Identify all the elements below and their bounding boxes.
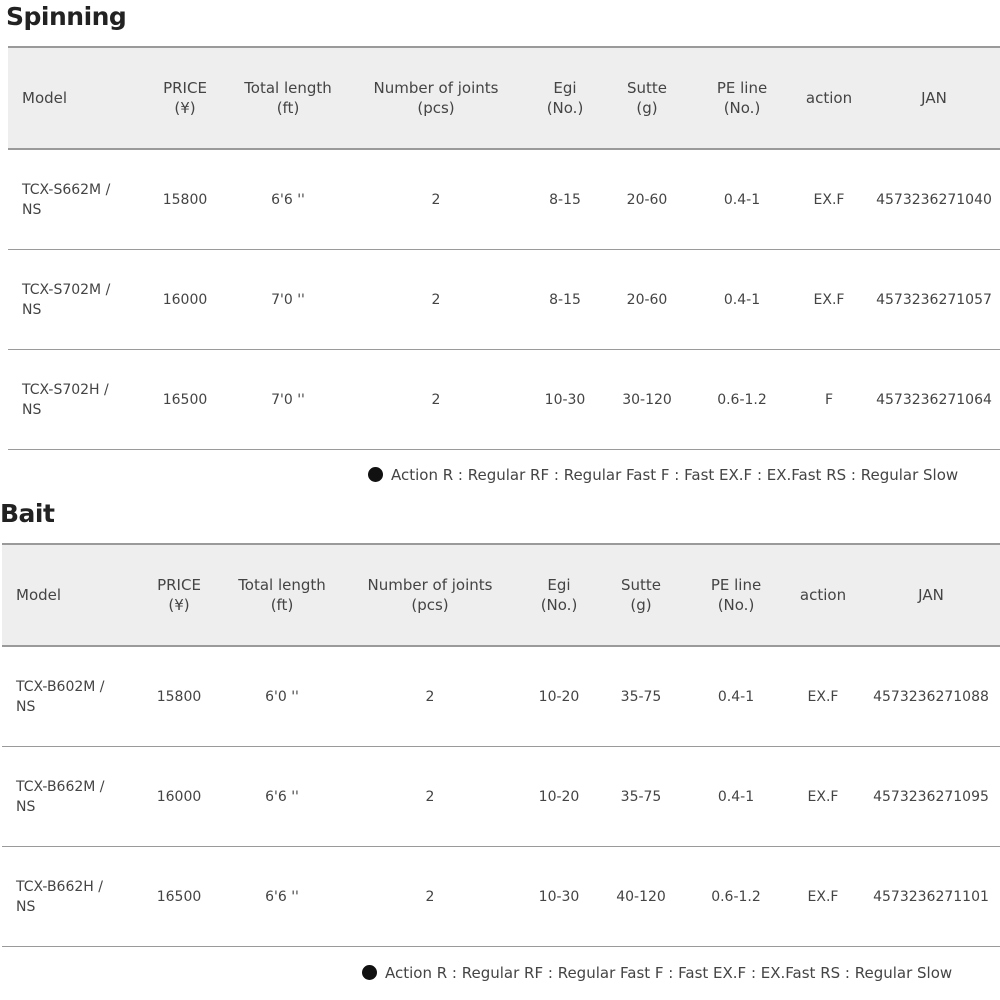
table-header-row	[8, 47, 1000, 149]
cell-pe-line: 0.4-1	[694, 149, 790, 250]
cell-action: EX.F	[784, 646, 862, 747]
header-price: PRICE (¥)	[130, 544, 228, 646]
header-number-of-joints: Number of joints (pcs)	[342, 47, 530, 149]
header-pe-line: PE line (No.)	[688, 544, 784, 646]
cell-action: EX.F	[790, 149, 868, 250]
cell-egi: 10-20	[524, 646, 594, 747]
cell-sutte: 30-120	[600, 350, 694, 450]
bullet-icon	[362, 965, 377, 980]
header-jan: JAN	[862, 544, 1000, 646]
cell-action: EX.F	[790, 250, 868, 350]
bullet-icon	[368, 467, 383, 482]
cell-total-length: 6'6 ''	[228, 847, 336, 947]
cell-sutte: 20-60	[600, 149, 694, 250]
bait-action-legend	[362, 964, 1000, 982]
cell-jan: 4573236271101	[862, 847, 1000, 947]
cell-pe-line: 0.4-1	[694, 250, 790, 350]
cell-jan: 4573236271057	[868, 250, 1000, 350]
cell-egi: 8-15	[530, 250, 600, 350]
cell-joints: 2	[342, 250, 530, 350]
cell-jan: 4573236271088	[862, 646, 1000, 747]
cell-total-length: 6'6 ''	[228, 747, 336, 847]
bait-section-title: Bait	[0, 499, 55, 528]
cell-egi: 10-30	[530, 350, 600, 450]
cell-total-length: 6'6 ''	[234, 149, 342, 250]
cell-pe-line: 0.6-1.2	[694, 350, 790, 450]
table-row	[2, 747, 1000, 847]
cell-model: TCX-B662M / NS	[2, 747, 130, 847]
cell-egi: 8-15	[530, 149, 600, 250]
cell-price: 15800	[130, 646, 228, 747]
cell-model: TCX-B662H / NS	[2, 847, 130, 947]
cell-sutte: 20-60	[600, 250, 694, 350]
cell-price: 16500	[136, 350, 234, 450]
cell-total-length: 7'0 ''	[234, 350, 342, 450]
header-sutte: Sutte (g)	[594, 544, 688, 646]
spinning-action-legend	[368, 466, 1000, 484]
cell-joints: 2	[336, 747, 524, 847]
cell-price: 16000	[130, 747, 228, 847]
header-price: PRICE (¥)	[136, 47, 234, 149]
cell-model: TCX-S702H / NS	[8, 350, 136, 450]
bait-spec-table	[2, 543, 1000, 947]
cell-model: TCX-S662M / NS	[8, 149, 136, 250]
cell-egi: 10-30	[524, 847, 594, 947]
cell-sutte: 35-75	[594, 646, 688, 747]
header-action: action	[784, 544, 862, 646]
cell-sutte: 40-120	[594, 847, 688, 947]
cell-sutte: 35-75	[594, 747, 688, 847]
cell-total-length: 7'0 ''	[234, 250, 342, 350]
cell-price: 16500	[130, 847, 228, 947]
cell-pe-line: 0.4-1	[688, 646, 784, 747]
table-row	[8, 149, 1000, 250]
cell-model: TCX-S702M / NS	[8, 250, 136, 350]
cell-joints: 2	[342, 350, 530, 450]
cell-model: TCX-B602M / NS	[2, 646, 130, 747]
cell-egi: 10-20	[524, 747, 594, 847]
header-total-length: Total length (ft)	[234, 47, 342, 149]
header-total-length: Total length (ft)	[228, 544, 336, 646]
header-action: action	[790, 47, 868, 149]
cell-joints: 2	[336, 847, 524, 947]
bait-action-legend-text: Action R : Regular RF : Regular Fast F : Fast EX.F : EX.Fast RS : Regular Slow	[385, 964, 953, 982]
header-sutte: Sutte (g)	[600, 47, 694, 149]
spinning-spec-table	[8, 46, 1000, 450]
cell-total-length: 6'0 ''	[228, 646, 336, 747]
header-egi: Egi (No.)	[524, 544, 594, 646]
table-row	[2, 646, 1000, 747]
spinning-section-title: Spinning	[6, 2, 127, 31]
cell-pe-line: 0.6-1.2	[688, 847, 784, 947]
header-egi: Egi (No.)	[530, 47, 600, 149]
header-model: Model	[8, 47, 136, 149]
header-pe-line: PE line (No.)	[694, 47, 790, 149]
cell-action: EX.F	[784, 847, 862, 947]
cell-price: 15800	[136, 149, 234, 250]
cell-action: EX.F	[784, 747, 862, 847]
table-header-row	[2, 544, 1000, 646]
cell-joints: 2	[342, 149, 530, 250]
cell-jan: 4573236271095	[862, 747, 1000, 847]
table-row	[8, 350, 1000, 450]
spinning-action-legend-text: Action R : Regular RF : Regular Fast F : Fast EX.F : EX.Fast RS : Regular Slow	[391, 466, 959, 484]
header-jan: JAN	[868, 47, 1000, 149]
cell-pe-line: 0.4-1	[688, 747, 784, 847]
cell-joints: 2	[336, 646, 524, 747]
cell-jan: 4573236271064	[868, 350, 1000, 450]
table-row	[8, 250, 1000, 350]
cell-price: 16000	[136, 250, 234, 350]
header-number-of-joints: Number of joints (pcs)	[336, 544, 524, 646]
cell-jan: 4573236271040	[868, 149, 1000, 250]
table-row	[2, 847, 1000, 947]
header-model: Model	[2, 544, 130, 646]
cell-action: F	[790, 350, 868, 450]
